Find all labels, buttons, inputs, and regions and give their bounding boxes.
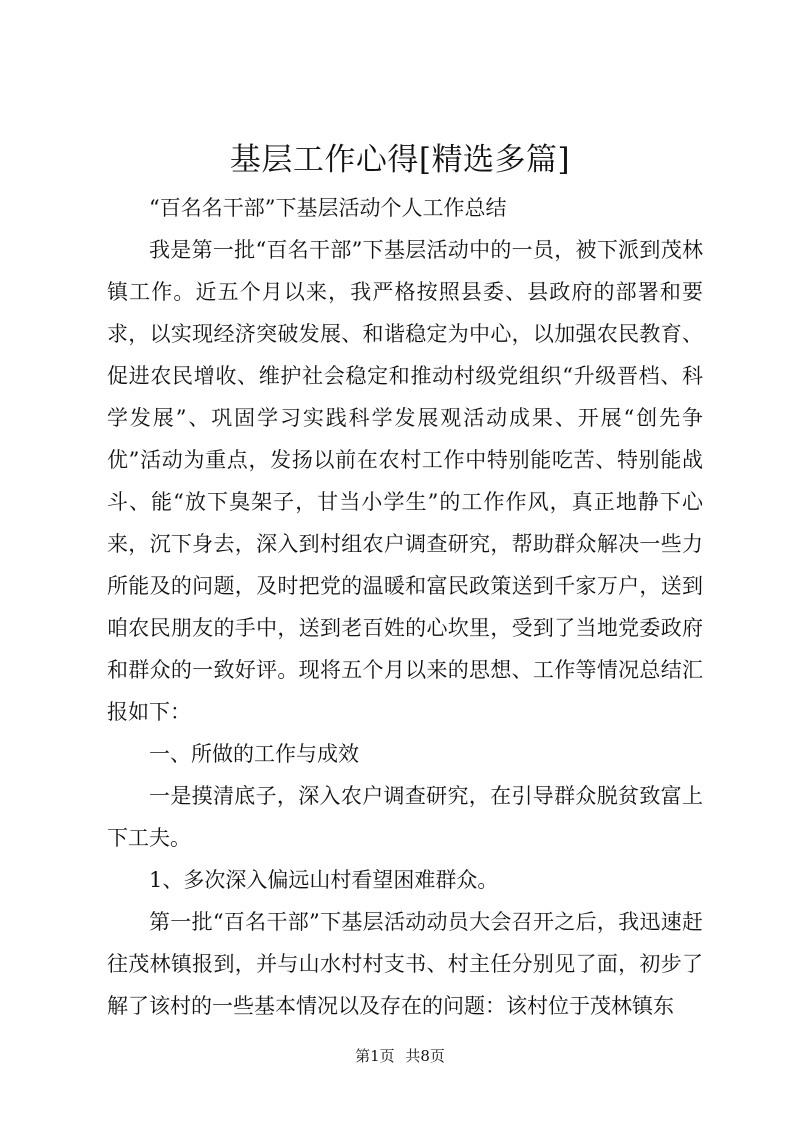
document-body — [107, 187, 703, 1027]
subpoint-heading: 1、多次深入偏远山村看望困难群众。 — [149, 868, 499, 892]
page-total: 共8页 — [405, 1047, 445, 1065]
page-number: 第1页 — [355, 1047, 395, 1065]
page-footer — [0, 1046, 800, 1066]
section-heading: 一、所做的工作与成效 — [149, 742, 359, 766]
document-title: 基层工作心得[精选多篇] — [229, 142, 571, 178]
intro-paragraph: 我是第一批“百名干部”下基层活动中的一员，被下派到茂林镇工作。近五个月以来，我严格按照县委、县政府的部署和要求，以实现经济突破发展、和谐稳定为中心，以加强农民教育、促进农民增收、维护社会稳定和推动村级党组织“升级晋档、科学发展”、巩固学习实践科学发展观活动成果、开展“创先争优”活动为重点，发扬以前在农村工作中特别能吃苦、特别能战斗、能“放下臭架子，甘当小学生”的工作作风，真正地静下心来，沉下身去，深入到村组农户调查研究，帮助群众解决一些力所能及的问题，及时把党的温暖和富民政策送到千家万户，送到咱农民朋友的手中，送到老百姓的心坎里，受到了当地党委政府和群众的一致好评。现将五个月以来的思想、工作等情况总结汇报如下： — [107, 238, 703, 724]
subtitle-paragraph: “百名名干部”下基层活动个人工作总结 — [149, 196, 507, 220]
point-paragraph: 一是摸清底子，深入农户调查研究，在引导群众脱贫致富上下工夫。 — [107, 784, 703, 850]
body-paragraph: 第一批“百名干部”下基层活动动员大会召开之后，我迅速赶往茂林镇报到，并与山水村村支书、村主任分别见了面，初步了解了该村的一些基本情况以及存在的问题：该村位于茂林镇东 — [107, 910, 703, 1018]
